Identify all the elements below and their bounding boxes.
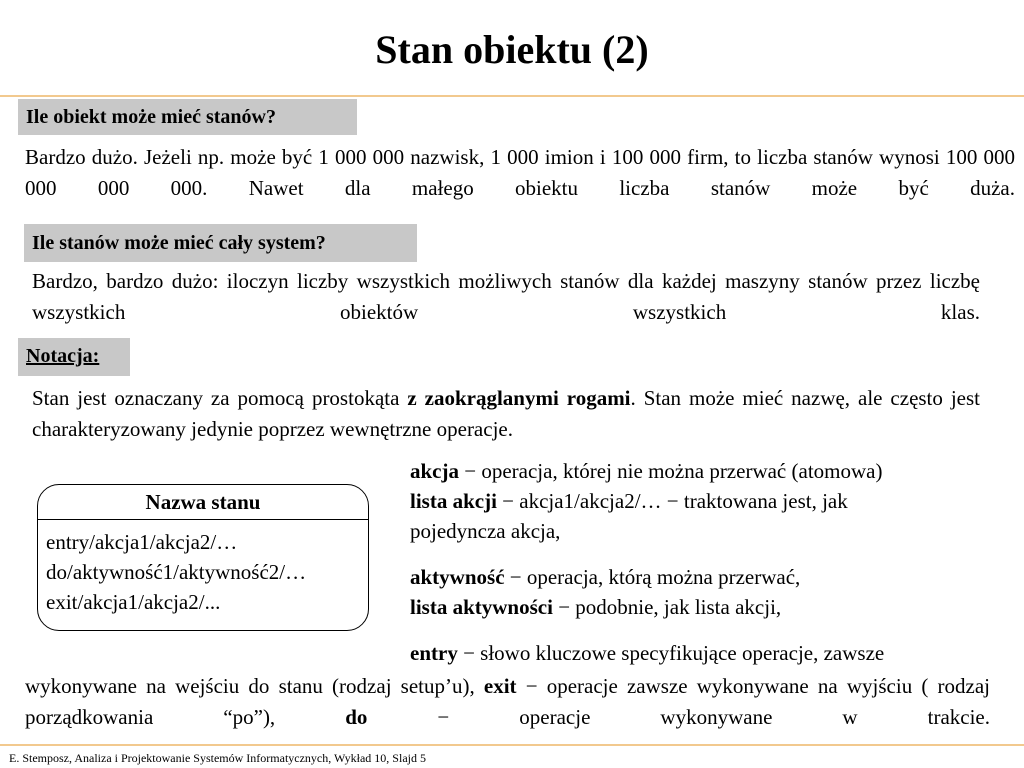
term-exit: exit bbox=[483, 674, 517, 698]
notation-text-bold: z zaokrąglanymi rogami bbox=[407, 386, 631, 410]
term-entry: entry bbox=[410, 641, 458, 665]
text-lista-aktywnosci: − podobnie, jak lista akcji, bbox=[552, 595, 782, 619]
term-akcja: akcja bbox=[410, 459, 459, 483]
definitions-activities bbox=[410, 562, 800, 622]
text-entry: − słowo kluczowe specyfikujące operacje, zawsze bbox=[457, 641, 885, 665]
definition-akcja bbox=[410, 456, 882, 486]
definition-lista-aktywnosci bbox=[410, 592, 800, 622]
definition-lista-akcji-cont: pojedyncza akcja, bbox=[410, 519, 561, 543]
term-lista-aktywnosci: lista aktywności bbox=[410, 595, 553, 619]
state-diagram bbox=[37, 484, 369, 631]
term-lista-akcji: lista akcji bbox=[410, 489, 497, 513]
footer-divider bbox=[0, 744, 1024, 746]
state-name: Nazwa stanu bbox=[145, 490, 261, 514]
notation-heading-box bbox=[18, 338, 130, 376]
term-do: do bbox=[345, 705, 368, 729]
notation-text-a: Stan jest oznaczany za pomocą prostokąta bbox=[32, 386, 408, 410]
state-op-exit: exit/akcja1/akcja2/... bbox=[46, 590, 221, 614]
definition-entry bbox=[410, 638, 884, 668]
closing-text-a: wykonywane na wejściu do stanu (rodzaj setup’u), bbox=[25, 674, 484, 698]
slide-footer: E. Stemposz, Analiza i Projektowanie Systemów Informatycznych, Wykład 10, Slajd 5 bbox=[9, 751, 426, 765]
term-aktywnosc: aktywność bbox=[410, 565, 505, 589]
notation-heading: Notacja: bbox=[26, 345, 100, 367]
text-lista-akcji: − akcja1/akcja2/… − traktowana jest, jak bbox=[496, 489, 848, 513]
definitions-actions bbox=[410, 456, 882, 546]
notation-paragraph bbox=[32, 383, 980, 445]
question-box-objects: Ile obiekt może mieć stanów? bbox=[18, 99, 357, 135]
title-divider bbox=[0, 95, 1024, 97]
closing-text-b: − operacje zawsze wykonywane na wyjściu ( rodzaj porządkowania “po”), bbox=[25, 674, 990, 729]
answer-objects: Bardzo dużo. Jeżeli np. może być 1 000 000 nazwisk, 1 000 imion i 100 000 firm, to liczba stanów wynosi 100 000 000 000 000. Nawet dla małego obiektu liczba stanów może być duża. bbox=[25, 145, 1015, 200]
text-aktywnosc: − operacja, którą można przerwać, bbox=[504, 565, 801, 589]
state-operations bbox=[46, 527, 306, 617]
state-op-entry: entry/akcja1/akcja2/… bbox=[46, 530, 238, 554]
state-divider bbox=[38, 519, 368, 520]
slide-title: Stan obiektu (2) bbox=[375, 27, 649, 72]
question-box-system: Ile stanów może mieć cały system? bbox=[24, 224, 417, 262]
state-op-do: do/aktywność1/aktywność2/… bbox=[46, 560, 307, 584]
definition-aktywnosc bbox=[410, 562, 800, 592]
notation-text-b: . Stan może mieć nazwę, ale często jest charakteryzowany jedynie poprzez wewnętrzne operacje. bbox=[32, 386, 981, 441]
answer-system: Bardzo, bardzo dużo: iloczyn liczby wszystkich możliwych stanów dla każdej maszyny stanów przez liczbę wszystkich obiektów wszystkich klas. bbox=[32, 269, 980, 324]
definition-lista-akcji bbox=[410, 486, 882, 516]
text-akcja: − operacja, której nie można przerwać (atomowa) bbox=[459, 459, 883, 483]
closing-text-c: − operacje wykonywane w trakcie. bbox=[367, 705, 990, 729]
